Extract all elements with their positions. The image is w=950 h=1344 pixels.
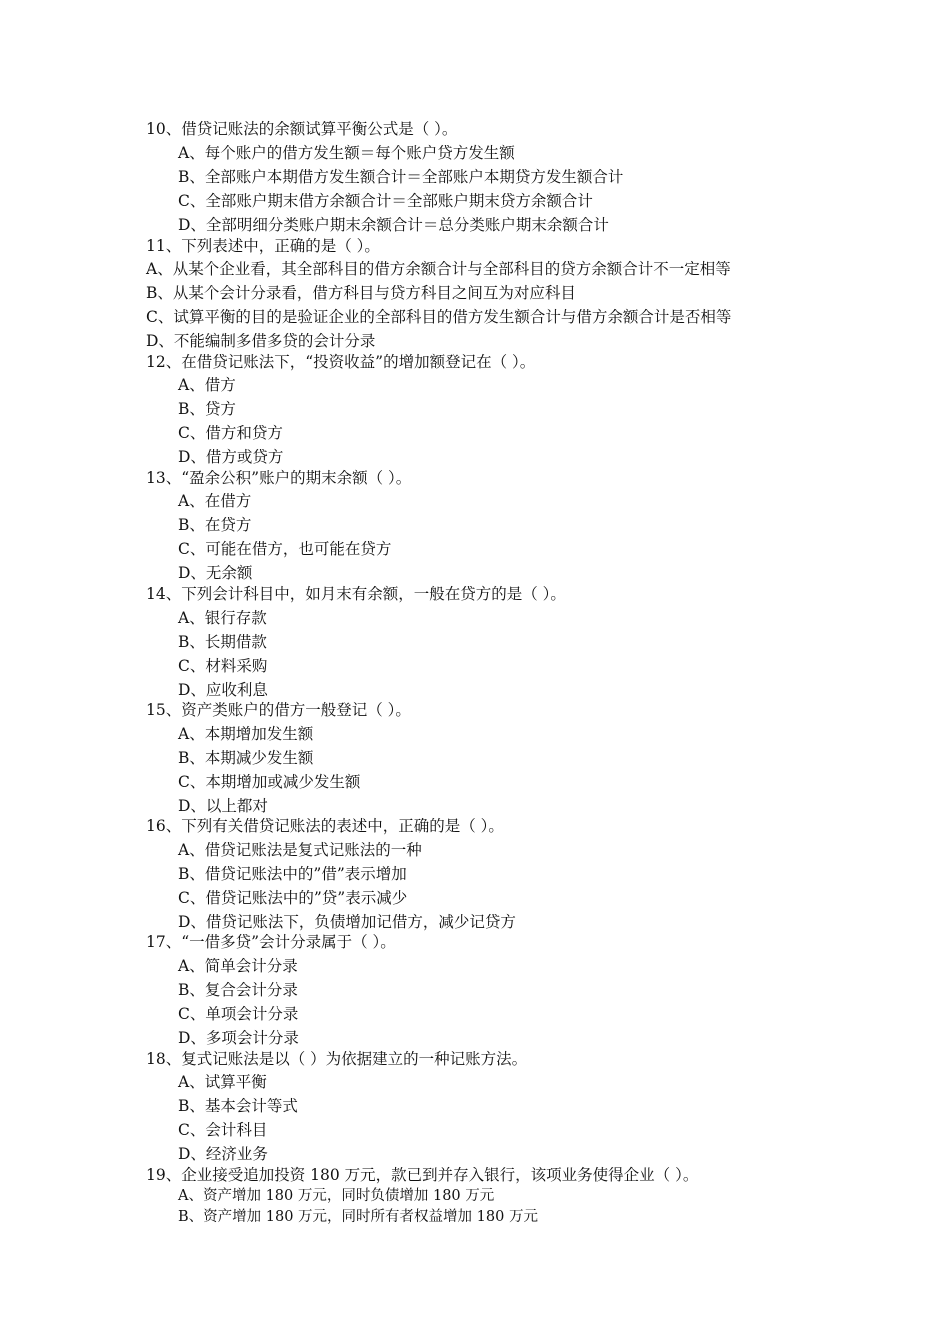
question-18: 18、复式记账法是以（ ）为依据建立的一种记账方法。 [146,1050,528,1068]
option-11-d: D、不能编制多借多贷的会计分录 [146,332,376,350]
option-10-d: D、全部明细分类账户期末余额合计＝总分类账户期末余额合计 [178,216,609,234]
option-13-c: C、可能在借方，也可能在贷方 [178,540,392,558]
question-13: 13、“盈余公积”账户的期末余额（ ）。 [146,469,412,487]
option-10-a: A、每个账户的借方发生额＝每个账户贷方发生额 [178,144,515,162]
option-14-b: B、长期借款 [178,633,267,651]
question-17: 17、“一借多贷”会计分录属于（ ）。 [146,933,396,951]
question-10: 10、借贷记账法的余额试算平衡公式是（ ）。 [146,120,458,138]
question-19: 19、企业接受追加投资 180 万元，款已到并存入银行，该项业务使得企业（ ）。 [146,1166,699,1184]
option-11-a: A、从某个企业看，其全部科目的借方余额合计与全部科目的贷方余额合计不一定相等 [146,260,731,278]
question-16: 16、下列有关借贷记账法的表述中，正确的是（ ）。 [146,817,504,835]
question-12: 12、在借贷记账法下，“投资收益”的增加额登记在（ ）。 [146,353,536,371]
option-12-a: A、借方 [178,376,236,394]
option-14-a: A、银行存款 [178,609,267,627]
option-18-d: D、经济业务 [178,1145,268,1163]
option-19-b: B、资产增加 180 万元，同时所有者权益增加 180 万元 [178,1209,538,1225]
option-17-b: B、复合会计分录 [178,981,298,999]
option-10-b: B、全部账户本期借方发生额合计＝全部账户本期贷方发生额合计 [178,168,624,186]
option-14-d: D、应收利息 [178,681,268,699]
option-13-b: B、在贷方 [178,516,252,534]
option-12-d: D、借方或贷方 [178,448,284,466]
option-13-a: A、在借方 [178,492,252,510]
option-18-c: C、会计科目 [178,1121,268,1139]
option-19-a: A、资产增加 180 万元，同时负债增加 180 万元 [178,1188,495,1204]
option-12-c: C、借方和贷方 [178,424,283,442]
question-15: 15、资产类账户的借方一般登记（ ）。 [146,701,411,719]
option-15-a: A、本期增加发生额 [178,725,314,743]
question-11: 11、下列表述中，正确的是（ ）。 [146,237,380,255]
option-17-a: A、简单会计分录 [178,957,298,975]
option-15-c: C、本期增加或减少发生额 [178,773,361,791]
option-18-a: A、试算平衡 [178,1073,267,1091]
option-16-b: B、借贷记账法中的”借”表示增加 [178,865,407,883]
option-17-d: D、多项会计分录 [178,1029,299,1047]
option-12-b: B、贷方 [178,400,236,418]
option-16-c: C、借贷记账法中的”贷”表示减少 [178,889,408,907]
option-10-c: C、全部账户期末借方余额合计＝全部账户期末贷方余额合计 [178,192,593,210]
option-11-b: B、从某个会计分录看，借方科目与贷方科目之间互为对应科目 [146,284,576,302]
option-16-d: D、借贷记账法下，负债增加记借方，减少记贷方 [178,913,516,931]
option-15-d: D、以上都对 [178,797,268,815]
option-17-c: C、单项会计分录 [178,1005,299,1023]
option-11-c: C、试算平衡的目的是验证企业的全部科目的借方发生额合计与借方余额合计是否相等 [146,308,732,326]
question-14: 14、下列会计科目中，如月末有余额，一般在贷方的是（ ）。 [146,585,566,603]
option-13-d: D、无余额 [178,564,253,582]
option-16-a: A、借贷记账法是复式记账法的一种 [178,841,422,859]
option-15-b: B、本期减少发生额 [178,749,314,767]
option-14-c: C、材料采购 [178,657,268,675]
option-18-b: B、基本会计等式 [178,1097,298,1115]
